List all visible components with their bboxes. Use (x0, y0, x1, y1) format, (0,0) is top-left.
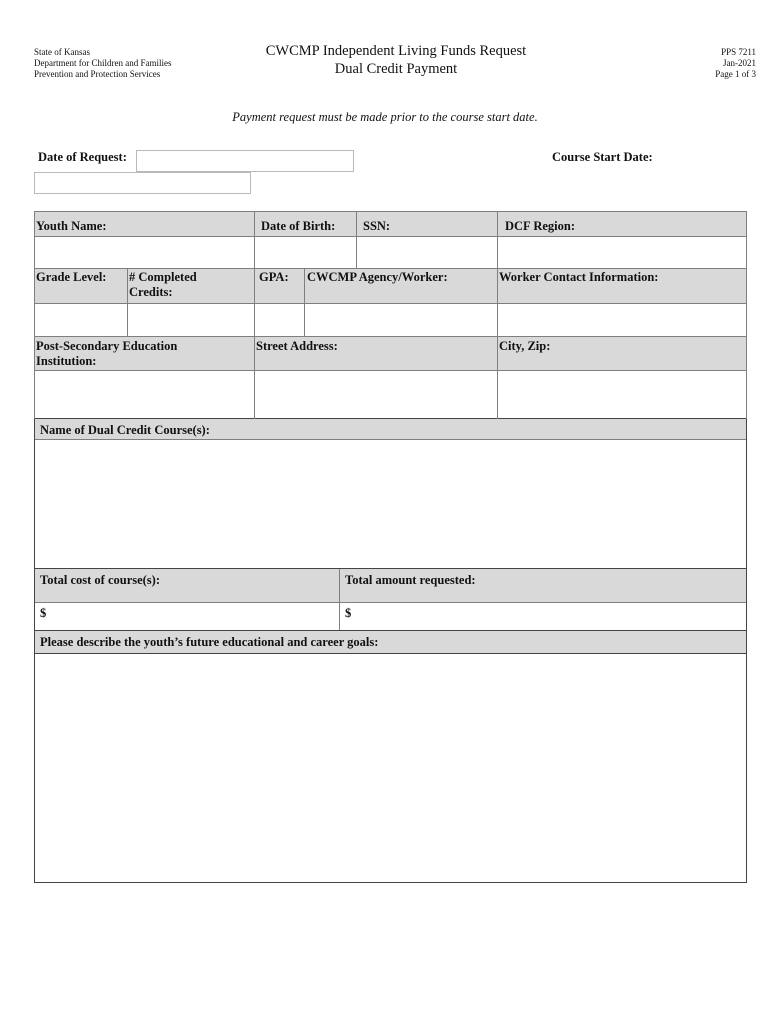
grid-line (497, 211, 498, 419)
course-name-label: Name of Dual Credit Course(s): (40, 423, 210, 437)
agency-worker-field[interactable] (306, 304, 497, 335)
grid-line (34, 303, 747, 304)
form-meta (715, 47, 756, 80)
grid-line (34, 336, 747, 337)
grid-line (746, 211, 747, 419)
agency-worker-label: CWCMP Agency/Worker: (307, 270, 448, 284)
payment-notice: Payment request must be made prior to the course start date. (232, 110, 538, 124)
total-requested-field[interactable]: $ (345, 606, 352, 620)
agency-department: Department for Children and Families (34, 58, 172, 68)
form-number: PPS 7211 (721, 47, 756, 57)
form-date: Jan-2021 (723, 58, 756, 68)
grid-line (34, 602, 747, 603)
city-zip-field[interactable] (499, 371, 746, 417)
date-of-request-label: Date of Request: (38, 150, 127, 164)
grid-line (34, 419, 35, 883)
youth-name-field[interactable] (35, 237, 254, 267)
grade-level-field[interactable] (35, 304, 127, 335)
completed-credits-label-line1: # Completed (129, 270, 197, 284)
total-requested-label: Total amount requested: (345, 573, 476, 587)
grid-line (34, 653, 747, 654)
goals-label: Please describe the youth’s future educational and career goals: (40, 635, 379, 649)
completed-credits-label (127, 268, 199, 302)
ssn-label: SSN: (363, 219, 391, 233)
course-start-date-field[interactable] (34, 172, 251, 194)
street-address-label: Street Address: (256, 339, 338, 353)
course-start-date-label: Course Start Date: (552, 150, 653, 164)
grid-line (127, 268, 128, 336)
ssn-field[interactable] (357, 237, 497, 267)
grid-line (34, 211, 747, 212)
institution-label-line2: Institution: (36, 354, 97, 368)
completed-credits-label-line2: Credits: (129, 285, 173, 299)
worker-contact-label: Worker Contact Information: (499, 270, 659, 284)
form-title-line1: CWCMP Independent Living Funds Request (265, 43, 527, 59)
grid-line (254, 211, 255, 419)
dcf-region-label: DCF Region: (505, 219, 576, 233)
street-address-field[interactable] (255, 371, 497, 417)
dob-label: Date of Birth: (261, 219, 336, 233)
grid-line (34, 268, 747, 269)
grid-line (34, 630, 747, 631)
city-zip-label: City, Zip: (499, 339, 551, 353)
agency-state: State of Kansas (34, 47, 90, 57)
grid-line (746, 419, 747, 883)
gpa-label: GPA: (259, 270, 289, 284)
dcf-region-field[interactable] (499, 237, 746, 267)
institution-field[interactable] (35, 371, 254, 417)
grid-line (304, 268, 305, 336)
youth-name-label: Youth Name: (36, 219, 107, 233)
form-title-line2: Dual Credit Payment (334, 61, 458, 77)
page-number: Page 1 of 3 (715, 69, 756, 79)
grid-line (356, 211, 357, 268)
institution-label (34, 337, 179, 371)
grid-line (339, 569, 340, 630)
grid-line (34, 439, 747, 440)
completed-credits-field[interactable] (129, 304, 254, 335)
worker-contact-field[interactable] (499, 304, 746, 335)
grid-line (34, 568, 747, 569)
goals-field[interactable] (35, 654, 746, 882)
form-title (0, 42, 770, 78)
grid-line (34, 370, 747, 371)
course-name-field[interactable] (35, 440, 746, 568)
grid-line (34, 236, 747, 237)
total-cost-field[interactable]: $ (40, 606, 47, 620)
grid-line (34, 882, 747, 883)
total-cost-label: Total cost of course(s): (40, 573, 161, 587)
dob-field[interactable] (255, 237, 355, 267)
grade-level-label: Grade Level: (36, 270, 107, 284)
gpa-field[interactable] (255, 304, 304, 335)
agency-division: Prevention and Protection Services (34, 69, 161, 79)
date-of-request-field[interactable] (136, 150, 354, 172)
institution-label-line1: Post-Secondary Education (36, 339, 178, 353)
grid-line (34, 211, 35, 419)
